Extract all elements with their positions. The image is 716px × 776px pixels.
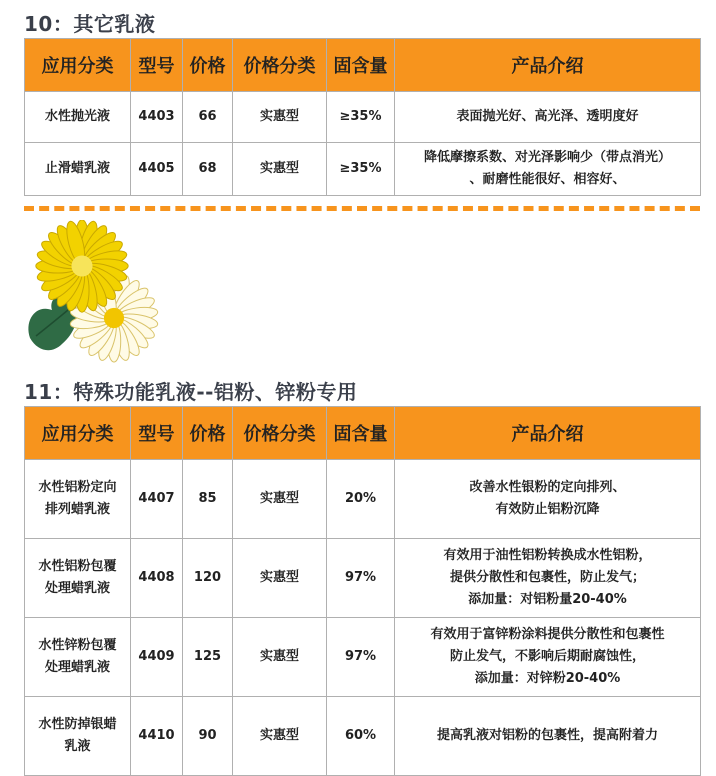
cell-solid-content: 97% — [327, 618, 395, 697]
cell-model: 4405 — [131, 143, 183, 196]
header-price-category: 价格分类 — [233, 407, 327, 460]
section-10-table — [24, 38, 701, 196]
cell-price-category: 实惠型 — [233, 618, 327, 697]
header-solid-content: 固含量 — [327, 39, 395, 92]
cell-product-intro: 降低摩擦系数、对光泽影响少（带点消光） 、耐磨性能很好、相容好、 — [395, 143, 701, 196]
cell-application: 水性锌粉包覆 处理蜡乳液 — [25, 618, 131, 697]
header-solid-content: 固含量 — [327, 407, 395, 460]
table-header-row — [25, 407, 701, 460]
yellow-flower-icon — [36, 220, 129, 312]
chrysanthemum-flowers-icon — [22, 220, 162, 364]
cell-model: 4407 — [131, 460, 183, 539]
table-header-row — [25, 39, 701, 92]
cell-model: 4403 — [131, 92, 183, 143]
cell-application: 水性抛光液 — [25, 92, 131, 143]
table-row — [25, 143, 701, 196]
cell-price-category: 实惠型 — [233, 539, 327, 618]
cell-model: 4409 — [131, 618, 183, 697]
cell-price: 66 — [183, 92, 233, 143]
cell-price-category: 实惠型 — [233, 143, 327, 196]
cell-solid-content: ≥35% — [327, 92, 395, 143]
section-11-table — [24, 406, 701, 776]
cell-product-intro: 有效用于油性铝粉转换成水性铝粉， 提供分散性和包裹性，防止发气； 添加量：对铝粉量20-40% — [395, 539, 701, 618]
cell-solid-content: 20% — [327, 460, 395, 539]
cell-solid-content: ≥35% — [327, 143, 395, 196]
cell-price: 90 — [183, 697, 233, 776]
header-application: 应用分类 — [25, 407, 131, 460]
cell-application: 水性铝粉包覆 处理蜡乳液 — [25, 539, 131, 618]
header-price: 价格 — [183, 39, 233, 92]
cell-product-intro: 提高乳液对铝粉的包裹性，提高附着力 — [395, 697, 701, 776]
cell-solid-content: 60% — [327, 697, 395, 776]
header-product-intro: 产品介绍 — [395, 39, 701, 92]
cell-model: 4410 — [131, 697, 183, 776]
header-model: 型号 — [131, 39, 183, 92]
cell-price: 68 — [183, 143, 233, 196]
table-row — [25, 92, 701, 143]
cell-application: 水性铝粉定向 排列蜡乳液 — [25, 460, 131, 539]
cell-price: 125 — [183, 618, 233, 697]
table-row — [25, 460, 701, 539]
cell-application: 止滑蜡乳液 — [25, 143, 131, 196]
table-row — [25, 539, 701, 618]
cell-price-category: 实惠型 — [233, 697, 327, 776]
cell-product-intro: 表面抛光好、高光泽、透明度好 — [395, 92, 701, 143]
cell-price-category: 实惠型 — [233, 460, 327, 539]
table-row — [25, 697, 701, 776]
header-product-intro: 产品介绍 — [395, 407, 701, 460]
cell-price: 85 — [183, 460, 233, 539]
cell-solid-content: 97% — [327, 539, 395, 618]
table-row — [25, 618, 701, 697]
cell-product-intro: 改善水性银粉的定向排列、 有效防止铝粉沉降 — [395, 460, 701, 539]
section-10-title: 10：其它乳液 — [24, 12, 156, 36]
header-application: 应用分类 — [25, 39, 131, 92]
cell-application: 水性防掉银蜡 乳液 — [25, 697, 131, 776]
header-price: 价格 — [183, 407, 233, 460]
section-11-title: 11：特殊功能乳液--铝粉、锌粉专用 — [24, 380, 358, 404]
cell-model: 4408 — [131, 539, 183, 618]
header-price-category: 价格分类 — [233, 39, 327, 92]
cell-price: 120 — [183, 539, 233, 618]
cell-price-category: 实惠型 — [233, 92, 327, 143]
header-model: 型号 — [131, 407, 183, 460]
dashed-divider — [24, 206, 700, 211]
cell-product-intro: 有效用于富锌粉涂料提供分散性和包裹性 防止发气，不影响后期耐腐蚀性， 添加量：对锌粉20-40% — [395, 618, 701, 697]
